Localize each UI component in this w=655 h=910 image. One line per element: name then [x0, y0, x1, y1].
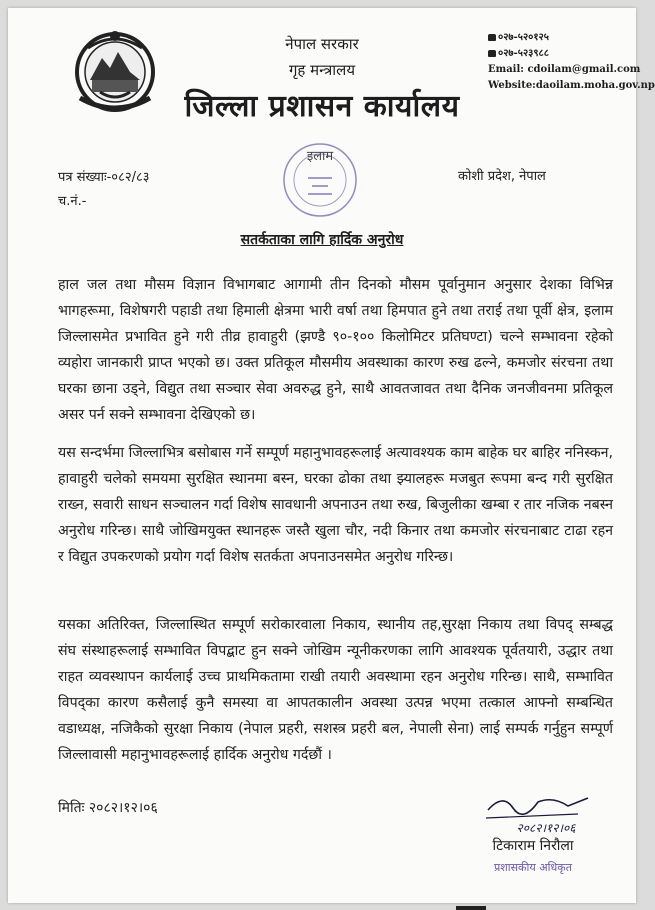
email-address: Email: cdoilam@gmail.com	[488, 64, 641, 75]
subject-heading: सतर्कताका लागि हार्दिक अनुरोध	[240, 232, 404, 248]
government-name: नेपाल सरकार	[285, 35, 359, 53]
phone-number-2: ०२७-५२३९८८	[498, 48, 549, 59]
body-paragraph-2: यस सन्दर्भमा जिल्लाभित्र बसोबास गर्ने सम्पूर्ण महानुभावहरूलाई अत्यावश्यक काम बाहेक घर बाहिर ननिस्कन, हावाहुरी चलेको समयमा सुरक्षित स्थानमा बस्न, घरका ढोका तथा झ्यालहरू मजबुत रूपमा बन्द गरी सुरक्षित राख्न, सवारी साधन सञ्चालन गर्दा विशेष सावधानी अपनाउन तथा रुख, बिजुलीका खम्बा र तार नजिक नबस्न अनुरोध गरिन्छ। साथै जोखिमयुक्त स्थानहरू जस्तै खुला चौर, नदी किनार तथा कमजोर संरचनाबाट टाढा रहन र विद्युत उपकरणको प्रयोग गर्दा विशेष सतर्कता अपनाउनसमेत अनुरोध गरिन्छ।	[58, 445, 613, 566]
phone-icon	[488, 50, 496, 57]
signer-name: टिकाराम निरौला	[492, 838, 574, 854]
ministry-name: गृह मन्त्रालय	[288, 61, 356, 79]
reference-block	[58, 166, 150, 214]
signature-date: २०८२।१२।०६	[516, 821, 576, 835]
office-title: जिल्ला प्रशासन कार्यालय	[184, 89, 460, 124]
letter-date: मितिः २०८२।१२।०६	[58, 800, 158, 816]
phone-number-1: ०२७-५२०१२५	[498, 32, 549, 43]
dispatch-number: च.नं.-	[58, 194, 87, 209]
letter-number: पत्र संख्याः-०८२/८३	[58, 170, 150, 185]
document-page	[8, 8, 655, 903]
website-address: Website:daoilam.moha.gov.np	[488, 80, 655, 91]
contact-block	[488, 30, 655, 94]
signature-image	[478, 788, 608, 838]
province-name: कोशी प्रदेश, नेपाल	[458, 169, 546, 184]
office-stamp-icon	[278, 138, 362, 222]
body-paragraph-3: यसका अतिरिक्त, जिल्लास्थित सम्पूर्ण सरोकारवाला निकाय, स्थानीय तह,सुरक्षा निकाय तथा विपद् सम्बद्ध संघ संस्थाहरूलाई सम्भावित विपद्बाट हुन सक्ने जोखिम न्यूनीकरणका लागि आवश्यक पूर्वतयारी, उद्धार तथा राहत व्यवस्थापन कार्यलाई उच्च प्राथमिकतामा राखी तयारी अवस्थामा रहन अनुरोध गरिन्छ। साथै, सम्भावित विपद्का कारण कसैलाई कुनै समस्या वा आपतकालीन अवस्था उत्पन्न भएमा तत्काल आफ्नो सम्बन्धित वडाध्यक्ष, नजिकैको सुरक्षा निकाय (नेपाल प्रहरी, सशस्त्र प्रहरी बल, नेपाली सेना) लाई सम्पर्क गर्नुहुन सम्पूर्ण जिल्लावासी महानुभावहरूलाई हार्दिक अनुरोध गर्दछौं ।	[58, 617, 613, 764]
body-paragraph-1: हाल जल तथा मौसम विज्ञान विभागबाट आगामी तीन दिनको मौसम पूर्वानुमान अनुसार देशका विभिन्न भागहरूमा, विशेषगरी पहाडी तथा हिमाली क्षेत्रमा भारी वर्षा तथा हिमपात हुने तथा तराई तथा पूर्वी क्षेत्र, इलाम जिल्लासमेत प्रभावित हुने गरी तीव्र हावाहुरी (झण्डै ९०-१०० किलोमिटर प्रतिघण्टा) चल्ने सम्भावना रहेको व्यहोरा जानकारी प्राप्त भएको छ। उक्त प्रतिकूल मौसमीय अवस्थाका कारण रुख ढल्ने, कमजोर संरचना तथा घरका छाना उड्ने, विद्युत तथा सञ्चार सेवा अवरुद्ध हुने, साथै आवतजावत तथा दैनिक जनजीवनमा प्रतिकूल असर पर्न सक्ने सम्भावना देखिएको छ।	[58, 277, 613, 424]
signer-title: प्रशासकीय अधिकृत	[494, 861, 572, 874]
phone-line-1	[488, 30, 655, 46]
phone-line-2	[488, 46, 655, 62]
page-edge-mark	[456, 906, 486, 910]
stamp-district-text: इलाम	[306, 149, 334, 164]
phone-icon	[488, 34, 496, 41]
